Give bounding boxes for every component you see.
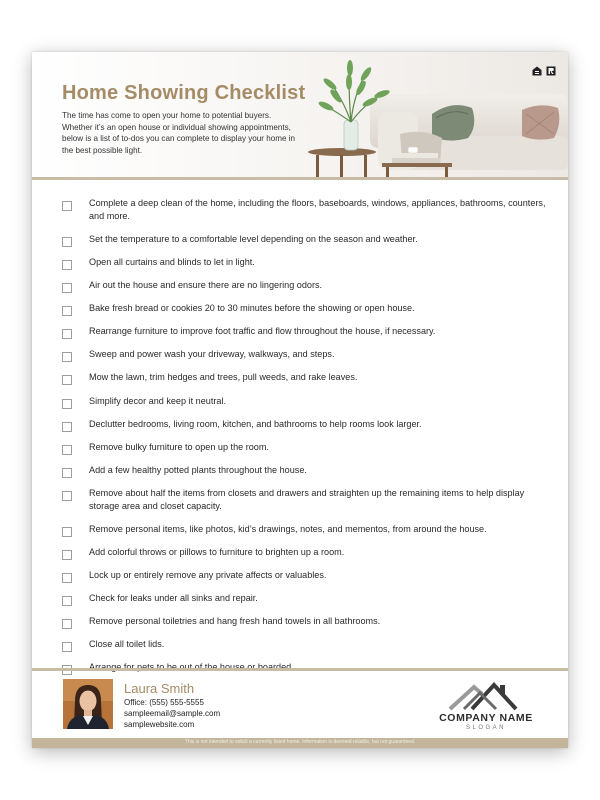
checklist-item-text: Air out the house and ensure there are no lingering odors. (89, 280, 323, 291)
checkbox[interactable] (62, 352, 72, 362)
checklist-item (62, 487, 552, 514)
checklist-item-text: Simplify decor and keep it neutral. (89, 395, 226, 406)
checklist-item-text: Complete a deep clean of the home, including the floors, baseboards, windows, appliances, bathrooms, counters, and more. (89, 198, 546, 222)
checkbox[interactable] (62, 201, 72, 211)
disclaimer-bar (32, 738, 568, 748)
checkbox[interactable] (62, 573, 72, 583)
checklist-item (62, 371, 552, 385)
compliance-icons (532, 63, 556, 73)
company-slogan: SLOGAN (465, 725, 506, 731)
flyer-page (32, 52, 568, 748)
checklist-item (62, 233, 552, 247)
agent-office-phone: Office: (555) 555-5555 (124, 698, 204, 707)
checklist-item-text: Close all toilet lids. (89, 639, 165, 650)
checklist-item (62, 395, 552, 409)
checklist-item (62, 256, 552, 270)
footer-divider (32, 668, 568, 671)
checklist-item-text: Declutter bedrooms, living room, kitchen, and bathrooms to help rooms look larger. (89, 418, 422, 429)
checklist-item (62, 348, 552, 362)
agent-name: Laura Smith (124, 681, 195, 696)
checklist-item (62, 569, 552, 583)
checklist-item-text: Open all curtains and blinds to let in light. (89, 257, 255, 267)
checklist-item (62, 325, 552, 339)
checkbox[interactable] (62, 306, 72, 316)
company-logo-icon (444, 679, 518, 713)
intro-text: The time has come to open your home to potential buyers. Whether it’s an open house or individual showing appointments, below is a list of to-dos you can complete to display your home in the best possible light. (62, 111, 296, 155)
agent-photo (63, 679, 113, 729)
checklist-item-text: Remove about half the items from closets and drawers and straighten up the remaining items to help display storage area and closet capacity. (89, 487, 525, 512)
checklist-item (62, 441, 552, 455)
company-name: COMPANY NAME (439, 712, 533, 724)
checklist-item (62, 302, 552, 316)
checklist-item (62, 197, 552, 224)
agent-email[interactable]: sampleemail@sample.com (124, 709, 221, 718)
checklist-item (62, 592, 552, 606)
checkbox[interactable] (62, 237, 72, 247)
header (32, 52, 568, 177)
checklist-item-text: Remove personal items, like photos, kid’s drawings, notes, and mementos, from around the house. (89, 523, 487, 534)
equal-housing-icon (532, 63, 542, 73)
checklist-item (62, 638, 552, 652)
checklist-item (62, 279, 552, 293)
checklist-item-text: Remove personal toiletries and hang fresh hand towels in all bathrooms. (89, 616, 381, 627)
checkbox[interactable] (62, 468, 72, 478)
checklist-item-text: Set the temperature to a comfortable level depending on the season and weather. (89, 233, 418, 244)
checklist-item-text: Bake fresh bread or cookies 20 to 30 minutes before the showing or open house. (89, 303, 415, 314)
checklist-item-text: Lock up or entirely remove any private affects or valuables. (89, 570, 327, 581)
checklist-item-text: Check for leaks under all sinks and repair. (89, 593, 258, 604)
checkbox[interactable] (62, 550, 72, 560)
checklist-item (62, 615, 552, 629)
checkbox[interactable] (62, 399, 72, 409)
checkbox[interactable] (62, 329, 72, 339)
checkbox[interactable] (62, 260, 72, 270)
checklist-item (62, 546, 552, 560)
checklist-item (62, 418, 552, 432)
checkbox[interactable] (62, 619, 72, 629)
checkbox[interactable] (62, 445, 72, 455)
checklist (62, 197, 552, 685)
checklist-item-text: Add colorful throws or pillows to furniture to brighten up a room. (89, 546, 345, 557)
checklist-item-text: Remove bulky furniture to open up the room. (89, 441, 269, 452)
checkbox[interactable] (62, 491, 72, 501)
checkbox[interactable] (62, 596, 72, 606)
checkbox[interactable] (62, 642, 72, 652)
checkbox[interactable] (62, 283, 72, 293)
living-room-image (282, 52, 568, 177)
checklist-item-text: Mow the lawn, trim hedges and trees, pull weeds, and rake leaves. (89, 372, 358, 383)
checklist-item-text: Rearrange furniture to improve foot traffic and flow throughout the house, if necessary. (89, 326, 436, 337)
agent-website[interactable]: samplewebsite.com (124, 720, 195, 729)
disclaimer-text: This is not intended to solicit a currently listed home. Information is deemed reliable, but not guaranteed. (184, 739, 416, 745)
checklist-item (62, 523, 552, 537)
checklist-item-text: Sweep and power wash your driveway, walkways, and steps. (89, 349, 335, 360)
checklist-item-text: Add a few healthy potted plants throughout the house. (89, 464, 307, 475)
header-divider (32, 177, 568, 180)
checkbox[interactable] (62, 375, 72, 385)
checkbox[interactable] (62, 527, 72, 537)
checklist-item (62, 464, 552, 478)
checkbox[interactable] (62, 422, 72, 432)
page-title: Home Showing Checklist (62, 82, 306, 104)
realtor-icon (546, 63, 556, 73)
